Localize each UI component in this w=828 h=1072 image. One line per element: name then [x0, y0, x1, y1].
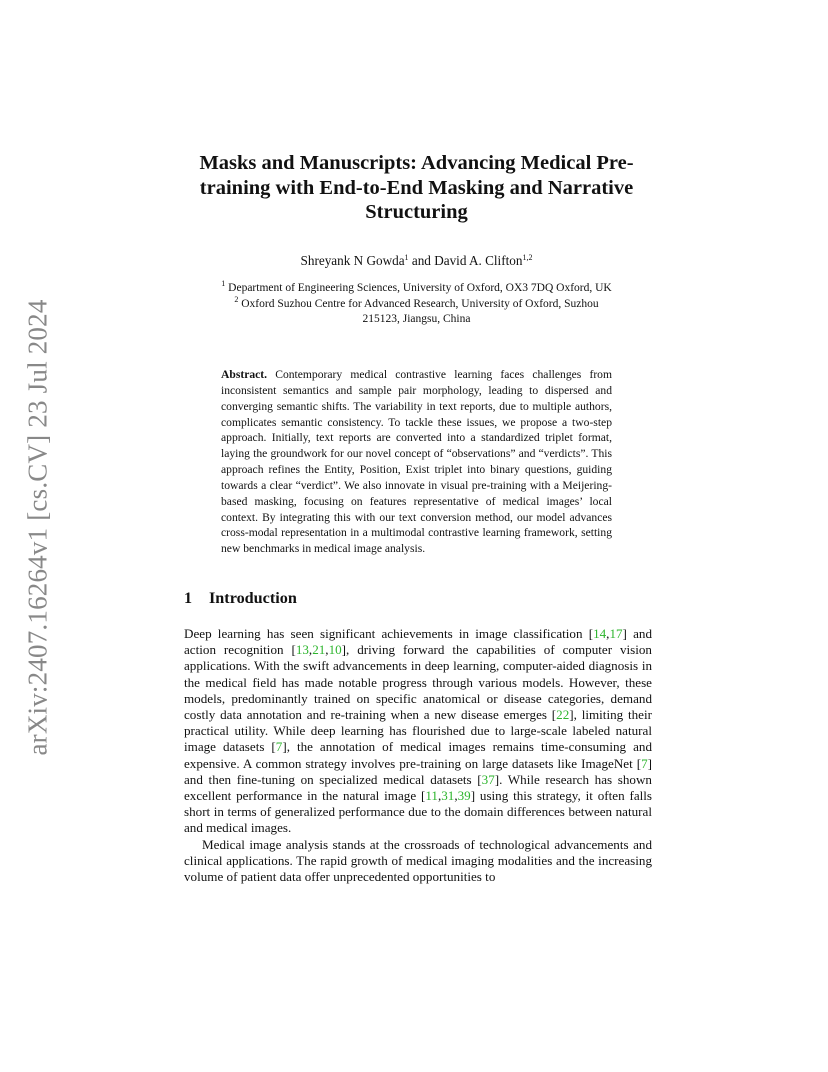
body-text — [184, 626, 652, 885]
author-name: Shreyank N Gowda — [300, 253, 405, 268]
citation-link[interactable]: 39 — [457, 788, 471, 804]
arxiv-stamp — [23, 295, 53, 760]
section-title: Introduction — [209, 589, 297, 607]
paragraph — [184, 626, 652, 837]
text-run: ] and then fine-tuning on specialized medical datasets [ — [184, 755, 652, 787]
text-run: ], limiting their practical utility. While deep learning has flourished due to large-scale labeled natural image datasets [ — [184, 707, 652, 755]
author-affil-mark: 1,2 — [522, 253, 533, 262]
citation-link[interactable]: 21 — [312, 642, 326, 658]
affiliations — [170, 281, 663, 328]
affiliation-mark: 1 — [221, 279, 226, 288]
text-run: , — [437, 788, 442, 804]
text-run: , — [454, 788, 458, 804]
affiliation — [170, 312, 663, 328]
paper-title: Masks and Manuscripts: Advancing Medical Pre-training with End-to-End Masking and Narrative Structuring — [199, 152, 634, 223]
affiliation-text: 215123, Jiangsu, China — [362, 313, 471, 325]
citation-link[interactable]: 37 — [481, 771, 495, 787]
abstract-text: Contemporary medical contrastive learning faces challenges from inconsistent semantics and sample pair morphology, leading to dispersed and converging semantic shifts. The variability in text reports, due to multiple authors, complicates semantic consistency. To tackle these issues, we propose a two-step approach. Initially, text reports are converted into a standardized triplet format, laying the groundwork for our novel concept of “observations” and “verdicts”. This approach refines the Entity, Position, Exist triplet into binary questions, guiding towards a clear “verdict”. We also innovate in visual pre-training with a Meijering-based masking, focusing on features representative of medical images’ local context. By integrating this with our text conversion method, our model advances cross-modal representation in a multimodal contrastive learning framework, setting new benchmarks in medical image analysis. — [221, 368, 612, 556]
citation-link[interactable]: 31 — [441, 788, 455, 804]
author-name: David A. Clifton — [434, 253, 523, 268]
affiliation-mark: 2 — [234, 294, 239, 304]
text-run: ]. While research has shown excellent performance in the natural image [ — [184, 771, 652, 804]
abstract — [221, 367, 612, 557]
citation-link[interactable]: 10 — [328, 642, 342, 658]
citation-link[interactable]: 17 — [609, 626, 623, 641]
citation-link[interactable]: 7 — [641, 755, 648, 771]
text-run: ] using this strategy, it often falls short in terms of generalized performance due to the domain differences between natural and medical images. — [184, 788, 652, 836]
abstract-label: Abstract. — [221, 368, 268, 381]
citation-link[interactable]: 13 — [295, 642, 309, 658]
section-heading — [184, 589, 297, 608]
text-run: ], driving forward the capabilities of computer vision applications. With the swift advancements in deep learning, computer-aided diagnosis in the medical field has made notable progress through various models. However, these models, predominantly trained on specific anatomical or disease categories, demand costly data annotation and re-training when a new disease emerges [ — [184, 642, 652, 723]
citation-link[interactable]: 22 — [556, 707, 570, 723]
author-affil-mark: 1 — [404, 253, 409, 262]
citation-link[interactable]: 11 — [425, 788, 438, 804]
text-run: ], the annotation of medical images remains time-consuming and expensive. A common strategy involves pre-training on large datasets like ImageNet [ — [184, 739, 652, 771]
citation-link[interactable]: 14 — [593, 626, 607, 641]
affiliation-text: Oxford Suzhou Centre for Advanced Research, University of Oxford, Suzhou — [241, 297, 599, 310]
text-run: , — [606, 626, 610, 641]
arxiv-stamp-text: arXiv:2407.16264v1 [cs.CV] 23 Jul 2024 — [22, 299, 53, 756]
text-run: ] and action recognition [ — [184, 626, 652, 658]
affiliation — [170, 294, 663, 313]
text-run: , — [325, 642, 329, 658]
author-conjunction: and — [408, 253, 435, 268]
affiliation — [170, 281, 663, 297]
citation-link[interactable]: 7 — [275, 739, 283, 755]
text-run: , — [308, 642, 313, 658]
text-run: Deep learning has seen significant achievements in image classification [ — [184, 626, 594, 641]
section-number: 1 — [184, 589, 193, 607]
paragraph: Medical image analysis stands at the crossroads of technological advancements and clinical applications. The rapid growth of medical imaging modalities and the increasing volume of patient data offer unprecedented opportunities to — [184, 836, 652, 885]
affiliation-text: Department of Engineering Sciences, University of Oxford, OX3 7DQ Oxford, UK — [228, 282, 612, 294]
author-list — [185, 253, 648, 269]
